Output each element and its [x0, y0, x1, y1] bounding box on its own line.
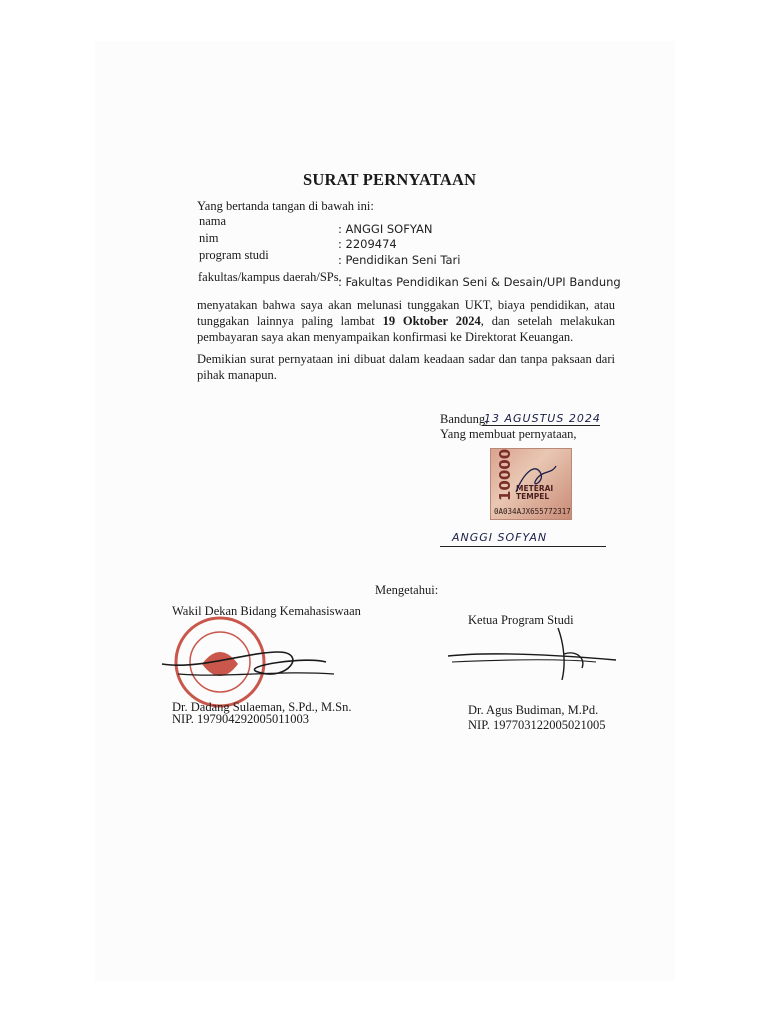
signing-date: 13 AGUSTUS 2024 [484, 412, 601, 425]
stamp-label-2: TEMPEL [516, 492, 550, 501]
acknowledge-label: Mengetahui: [375, 583, 439, 597]
field-label-fakultas: fakultas/kampus daerah/SPs. [198, 270, 342, 284]
left-official-nip: NIP. 197904292005011003 [172, 712, 310, 726]
intro-text: Yang bertanda tangan di bawah ini: [197, 199, 374, 213]
closing-paragraph: Demikian surat pernyataan ini dibuat dalam keadaan sadar dan tanpa paksaan dari pihak manapun. [197, 352, 615, 382]
right-official-signature [446, 624, 626, 684]
field-value-fakultas: : Fakultas Pendidikan Seni & Desain/UPI Bandung [338, 275, 621, 289]
payment-deadline: 19 Oktober 2024 [382, 314, 481, 328]
signer-role: Yang membuat pernyataan, [440, 427, 577, 441]
statement-paragraph [197, 297, 615, 345]
signer-name-line [440, 546, 606, 547]
statement-text-end: , dan setelah melakukan pembayaran saya akan menyampaikan konfirmasi ke Direktorat Keuangan. [197, 314, 615, 344]
left-official-role: Wakil Dekan Bidang Kemahasiswaan [172, 604, 361, 618]
right-official-name: Dr. Agus Budiman, M.Pd. [468, 703, 599, 717]
field-label-nama: nama [199, 214, 227, 228]
right-official-nip: NIP. 197703122005021005 [468, 718, 606, 732]
field-value-nama: : ANGGI SOFYAN [338, 222, 433, 236]
field-value-nim: : 2209474 [338, 237, 397, 251]
field-value-program-studi: : Pendidikan Seni Tari [338, 253, 461, 267]
right-official-role: Ketua Program Studi [468, 613, 574, 627]
stamp-value: 10000 [496, 448, 514, 501]
signing-place: Bandung, [440, 412, 489, 426]
university-seal [158, 612, 348, 712]
date-line [482, 425, 600, 426]
stamp-label-1: METERAI [516, 484, 554, 493]
stamp-serial: 0A034AJX655772317 [494, 507, 571, 516]
left-official-name: Dr. Dadang Sulaeman, S.Pd., M.Sn. [172, 700, 352, 714]
signer-signature [506, 452, 566, 502]
field-label-program-studi: program studi [199, 248, 269, 262]
document-title: SURAT PERNYATAAN [303, 170, 477, 189]
statement-text: menyatakan bahwa saya akan melunasi tunggakan UKT, biaya pendidikan, atau tunggakan lainnya paling lambat [197, 298, 615, 328]
signer-name: ANGGI SOFYAN [452, 531, 548, 544]
field-label-nim: nim [199, 231, 219, 245]
